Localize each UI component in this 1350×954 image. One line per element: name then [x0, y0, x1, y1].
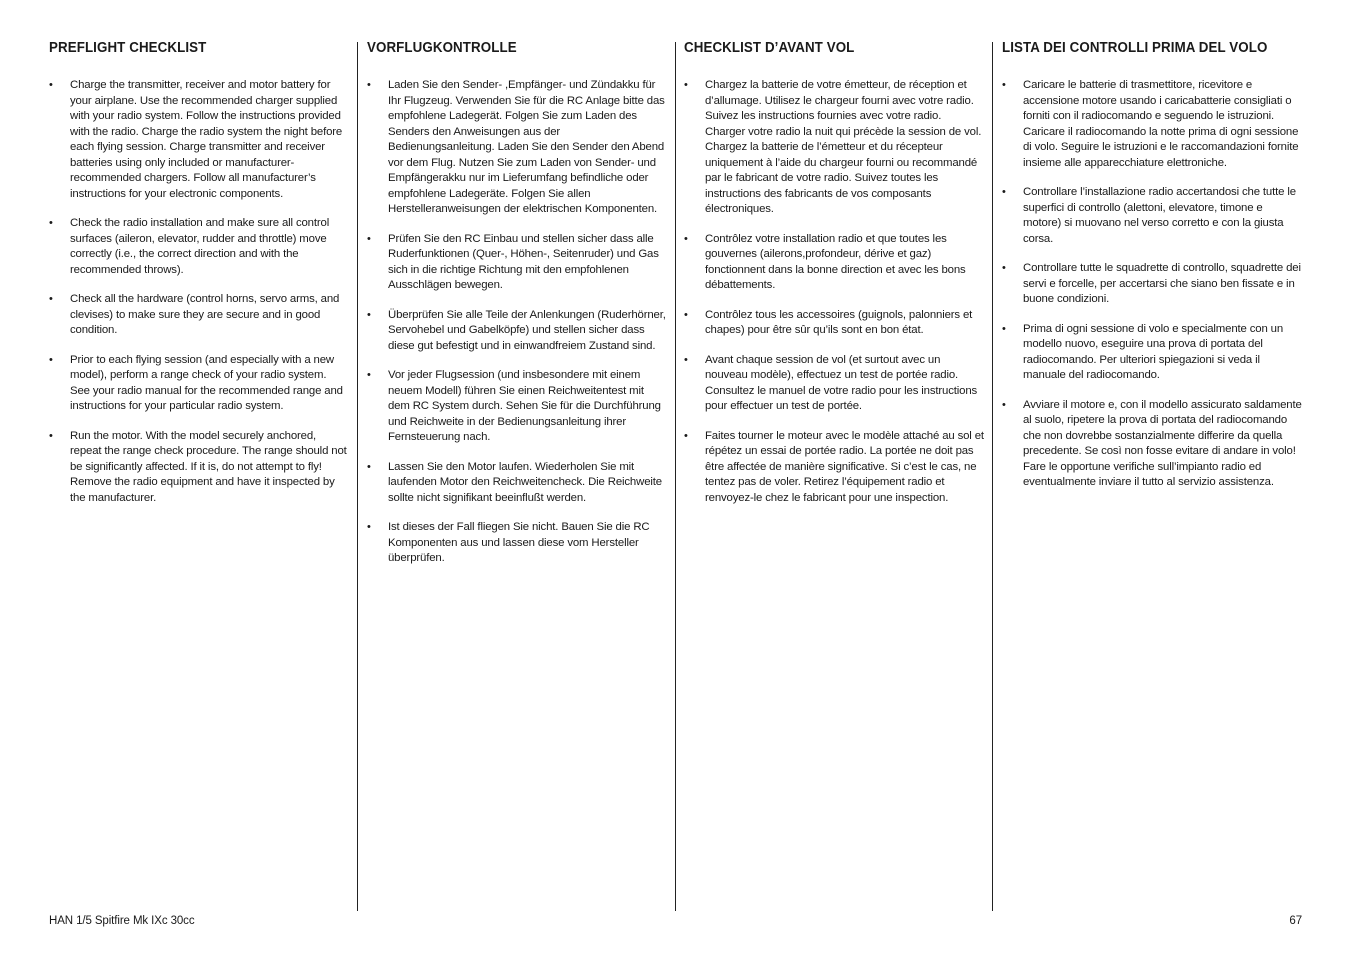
- item-text: Run the motor. With the model securely anchored, repeat the range check procedure. The range should not be significantly affected. If it is, do not attempt to fly! Remove the radio equipment and have it inspected by the manufacturer.: [70, 429, 347, 504]
- list-item: [367, 78, 667, 218]
- bullet-icon: •: [684, 353, 688, 366]
- item-text: Controllare l’installazione radio accertandosi che tutte le superfici di controllo (alettoni, elevatore, timone e motore) si muovano nel verso corretto e con la giusta corsa.: [1023, 186, 1296, 245]
- column-german: [367, 38, 667, 581]
- list-item: [367, 232, 667, 294]
- list-item: [49, 292, 349, 339]
- list-item: [684, 353, 984, 415]
- bullet-icon: •: [684, 429, 688, 442]
- column-italian: [1002, 38, 1302, 505]
- item-text: Avant chaque session de vol (et surtout avec un nouveau modèle), effectuez un test de portée radio. Consultez le manuel de votre radio pour les instructions pour effectuer un test de portée.: [705, 353, 978, 412]
- bullet-icon: •: [49, 293, 53, 305]
- bullet-icon: •: [49, 429, 53, 442]
- item-text: Faites tourner le moteur avec le modèle attaché au sol et répétez un essai de portée radio. La portée ne doit pas être affectée de manière significative. Si c’est le cas, ne tentez pas de voler. Retirez l’équipement radio et renvoyez-le chez le fabricant pour une inspection.: [705, 429, 984, 504]
- item-text: Chargez la batterie de votre émetteur, de réception et d’allumage. Utilisez le chargeur fourni avec votre radio. Suivez les instructions fournies avec votre radio. Charger votre radio la nuit qui précède la session de vol. Chargez la batterie de l’émetteur et du récepteur uniquement à l’aide du chargeur fourni ou recommandé par le fabricant de votre radio. Suivez toutes les instructions des fabricants de vos composants électroniques.: [705, 79, 982, 215]
- list-item: [684, 429, 984, 507]
- list-item: [1002, 398, 1302, 491]
- list-item: [49, 429, 349, 507]
- list-item: [1002, 322, 1302, 384]
- section-heading: VORFLUGKONTROLLE: [367, 40, 517, 56]
- item-text: Ist dieses der Fall fliegen Sie nicht. Bauen Sie die RC Komponenten aus und lassen diese vom Hersteller überprüfen.: [388, 521, 650, 564]
- bullet-icon: •: [684, 79, 688, 91]
- section-heading: LISTA DEI CONTROLLI PRIMA DEL VOLO: [1002, 40, 1268, 56]
- page-number: 67: [1289, 915, 1302, 927]
- list-item: [1002, 78, 1302, 171]
- list-item: [49, 78, 349, 202]
- item-text: Laden Sie den Sender- ,Empfänger- und Zündakku für Ihr Flugzeug. Verwenden Sie für die RC Anlage bitte das empfohlene Ladegerät. Folgen Sie zum Laden des Senders den Anweisungen aus der Bedienungsanleitung. Laden Sie den Sender den Abend vor dem Flug. Nutzen Sie zum Laden von Sender- und Empfängerakku nur im Lieferumfang befindliche oder empfohlene Ladegeräte. Folgen Sie allen Herstelleranweisungen der elektrischen Komponenten.: [388, 79, 665, 215]
- column-english: [49, 38, 349, 520]
- item-text: Check the radio installation and make sure all control surfaces (aileron, elevator, rudder and throttle) move correctly (i.e., the correct direction and with the recommended throws).: [70, 217, 330, 276]
- bullet-icon: •: [367, 521, 371, 533]
- item-text: Caricare le batterie di trasmettitore, ricevitore e accensione motore usando i caricabatterie consigliati o forniti con il radiocomando e seguendo le istruzioni. Caricare il radiocomando la notte prima di ogni sessione di volo. Seguire le istruzioni e le raccomandazioni fornite insieme alle apparecchiature elettroniche.: [1023, 79, 1299, 169]
- list-item: [684, 232, 984, 294]
- item-text: Charge the transmitter, receiver and motor battery for your airplane. Use the recommended charger supplied with your radio system. Follow the instructions provided with the radio. Charge the radio system the night before each flying session. Charge transmitter and receiver batteries using only included or manufacturer-recommended chargers. Follow all manufacturer’s instructions for your electronic components.: [70, 79, 343, 200]
- column-divider: [357, 42, 358, 911]
- list-item: [684, 78, 984, 218]
- bullet-icon: •: [49, 79, 53, 91]
- item-text: Contrôlez votre installation radio et que toutes les gouvernes (ailerons,profondeur, dérive et gaz) fonctionnent dans la bonne direction et avec les bons débattements.: [705, 232, 966, 291]
- list-item: [367, 460, 667, 507]
- bullet-icon: •: [1002, 398, 1006, 411]
- list-item: [49, 353, 349, 415]
- list-item: [1002, 185, 1302, 247]
- bullet-icon: •: [367, 369, 371, 381]
- list-item: [49, 216, 349, 278]
- item-text: Prior to each flying session (and especially with a new model), perform a range check of your radio system. See your radio manual for the recommended range and instructions for your particular radio system.: [70, 353, 343, 412]
- section-heading: PREFLIGHT CHECKLIST: [49, 40, 207, 56]
- checklist: [1002, 78, 1302, 491]
- item-text: Lassen Sie den Motor laufen. Wiederholen Sie mit laufenden Motor den Reichweitencheck. Die Reichweite sollte nicht signifikant beeinflußt werden.: [388, 460, 662, 504]
- bullet-icon: •: [367, 232, 371, 245]
- bullet-icon: •: [1002, 262, 1006, 274]
- item-text: Prüfen Sie den RC Einbau und stellen sicher dass alle Ruderfunktionen (Quer-, Höhen-, Seitenruder) und Gas sich in die richtige Richtung mit den empfohlenen Ausschlägen bewegen.: [388, 232, 659, 291]
- item-text: Prima di ogni sessione di volo e specialmente con un modello nuovo, eseguire una prova di portata del radiocomando. Per ulteriori spiegazioni si veda il manuale del radiocomando.: [1023, 322, 1284, 381]
- item-text: Avviare il motore e, con il modello assicurato saldamente al suolo, ripetere la prova di portata del radiocomando che non dovrebbe sostanzialmente differire da quella precedente. Se così non fosse evitare di andare in volo! Fare le opportune verifiche sull’impianto radio ed eventualmente inviare il tutto al servizio assistenza.: [1023, 398, 1302, 488]
- item-text: Contrôlez tous les accessoires (guignols, palonniers et chapes) pour être sûr qu’ils sont en bon état.: [705, 308, 973, 336]
- checklist: [49, 78, 349, 506]
- section-heading: CHECKLIST D’AVANT VOL: [684, 40, 855, 56]
- item-text: Vor jeder Flugsession (und insbesondere mit einem neuem Modell) führen Sie einen Reichweitentest mit dem RC System durch. Sehen Sie für die Durchführung und Reichweite in der Bedienungsanleitung ihrer Fernsteuerung nach.: [388, 369, 661, 443]
- list-item: [367, 368, 667, 446]
- item-text: Überprüfen Sie alle Teile der Anlenkungen (Ruderhörner, Servohebel und Gabelköpfe) und stellen sicher dass diese gut befestigt und in einwandfreiem Zustand sind.: [388, 308, 666, 352]
- bullet-icon: •: [367, 460, 371, 473]
- checklist: [367, 78, 667, 567]
- bullet-icon: •: [1002, 79, 1006, 91]
- footer-title: HAN 1/5 Spitfire Mk IXc 30cc: [49, 915, 195, 927]
- bullet-icon: •: [1002, 322, 1006, 335]
- bullet-icon: •: [1002, 186, 1006, 198]
- item-text: Controllare tutte le squadrette di controllo, squadrette dei servi e forcelle, per accertarsi che siano ben fissate e in buone condizioni.: [1023, 262, 1301, 305]
- bullet-icon: •: [49, 353, 53, 366]
- list-item: [367, 520, 667, 567]
- checklist: [684, 78, 984, 506]
- column-divider: [992, 42, 993, 911]
- bullet-icon: •: [684, 232, 688, 245]
- bullet-icon: •: [684, 308, 688, 321]
- item-text: Check all the hardware (control horns, servo arms, and clevises) to make sure they are secure and in good condition.: [70, 293, 340, 336]
- bullet-icon: •: [367, 79, 371, 91]
- bullet-icon: •: [49, 217, 53, 229]
- list-item: [1002, 261, 1302, 308]
- list-item: [367, 308, 667, 355]
- bullet-icon: •: [367, 308, 371, 321]
- column-french: [684, 38, 984, 520]
- column-divider: [675, 42, 676, 911]
- list-item: [684, 308, 984, 339]
